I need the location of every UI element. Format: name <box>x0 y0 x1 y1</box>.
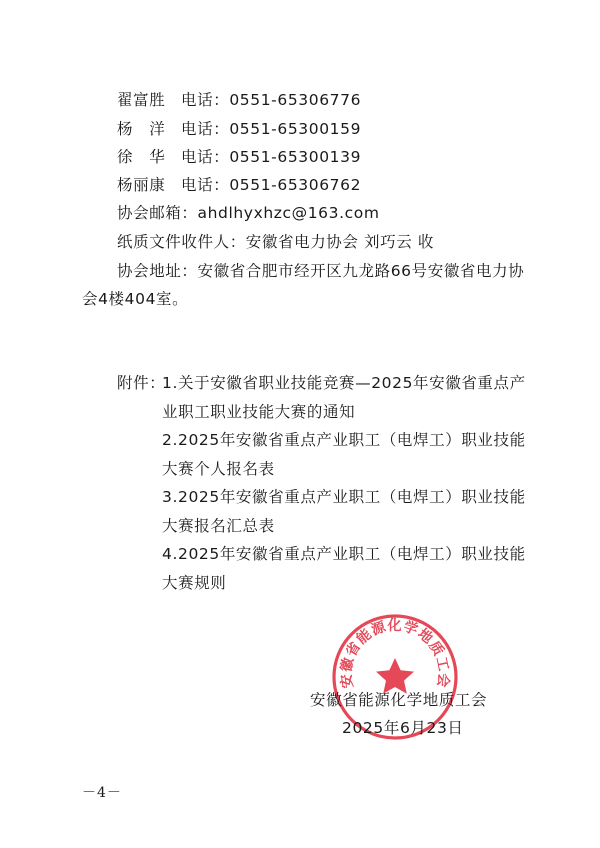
attachment-item: 2.2025年安徽省重点产业职工（电焊工）职业技能 <box>162 431 526 449</box>
signature-org: 安徽省能源化学地质工会 <box>310 691 488 709</box>
attachment-item-continued: 大赛规则 <box>162 574 227 592</box>
contact-name: 杨 洋 <box>117 120 166 138</box>
address-line: 协会地址：安徽省合肥市经开区九龙路66号安徽省电力协 <box>117 262 525 280</box>
signature-date: 2025年6月23日 <box>342 719 464 737</box>
contact-name: 翟富胜 <box>117 91 166 109</box>
attachment-item-continued: 大赛个人报名表 <box>162 460 275 478</box>
attachment-item-continued: 大赛报名汇总表 <box>162 517 275 535</box>
attachment-item: 3.2025年安徽省重点产业职工（电焊工）职业技能 <box>162 488 526 506</box>
page-number: －4－ <box>82 785 122 801</box>
contact-row <box>117 147 361 167</box>
attachments-label: 附件： <box>117 374 166 392</box>
phone-number: 0551-65306762 <box>229 176 362 194</box>
address-line-continued: 会4楼404室。 <box>82 290 189 308</box>
phone-number: 0551-65306776 <box>229 91 362 109</box>
phone-number: 0551-65300139 <box>229 148 362 166</box>
svg-text:安徽省能源化学地质工会: 安徽省能源化学地质工会 <box>338 618 452 690</box>
phone-label: 电话： <box>181 120 230 138</box>
phone-label: 电话： <box>181 148 230 166</box>
contact-row <box>117 175 361 195</box>
contact-name: 杨丽康 <box>117 176 166 194</box>
phone-number: 0551-65300159 <box>229 120 362 138</box>
contact-row <box>117 90 361 110</box>
contact-name: 徐 华 <box>117 148 166 166</box>
attachment-item: 1.关于安徽省职业技能竞赛—2025年安徽省重点产 <box>162 374 526 392</box>
phone-label: 电话： <box>181 91 230 109</box>
recipient-line: 纸质文件收件人：安徽省电力协会 刘巧云 收 <box>117 233 434 251</box>
phone-label: 电话： <box>181 176 230 194</box>
email-line: 协会邮箱：ahdlhyxhzc@163.com <box>117 204 380 222</box>
attachment-item: 4.2025年安徽省重点产业职工（电焊工）职业技能 <box>162 545 526 563</box>
contact-row <box>117 119 361 139</box>
attachment-item-continued: 业职工职业技能大赛的通知 <box>162 403 356 421</box>
